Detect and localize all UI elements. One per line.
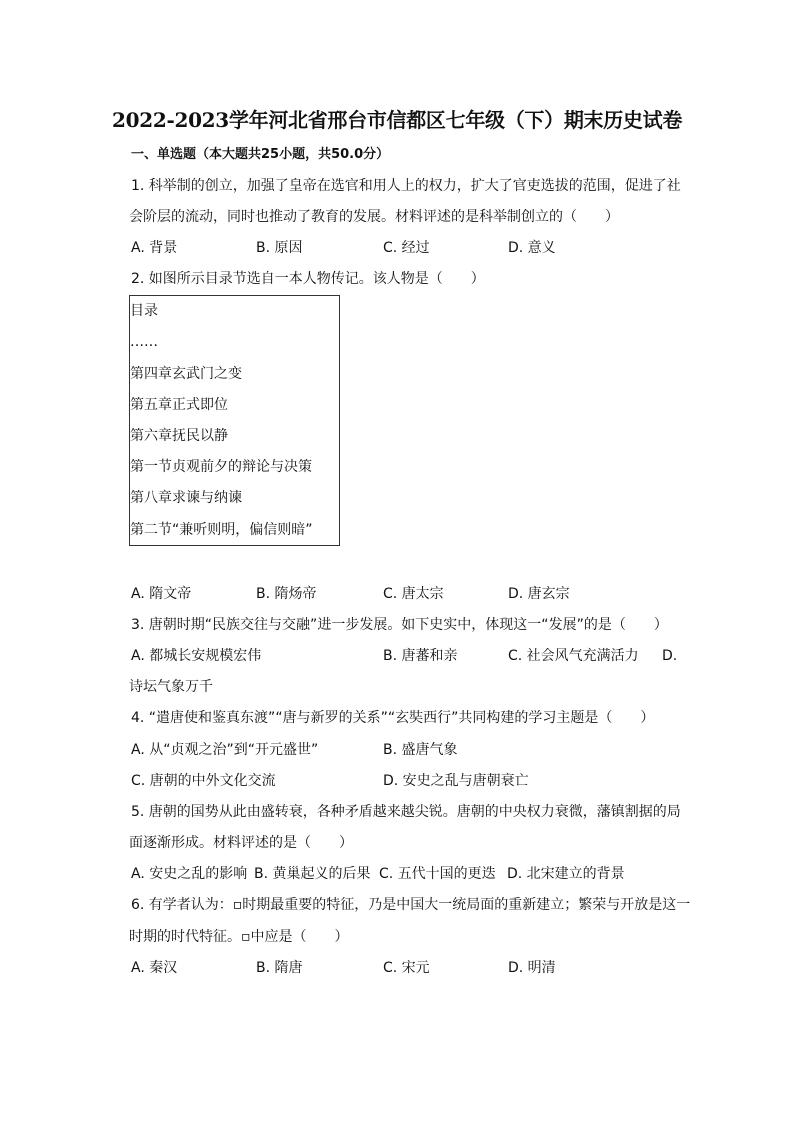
option-a: A. 都城长安规模宏伟	[131, 648, 262, 664]
option-b: B. 唐蕃和亲	[383, 648, 458, 664]
option-b: B. 原因	[256, 240, 303, 256]
question-5-text: 5. 唐朝的国势从此由盛转衰，各种矛盾越来越尖锐。唐朝的中央权力衰微，藩镇割据的局	[131, 804, 681, 820]
option-b: B. 黄巢起义的后果	[254, 866, 371, 882]
option-c: C. 五代十国的更迭	[379, 866, 496, 882]
option-c: C. 经过	[383, 240, 430, 256]
option-d: D. 唐玄宗	[508, 586, 570, 602]
option-b: B. 盛唐气象	[383, 742, 458, 758]
option-c: C. 社会风气充满活力	[508, 648, 639, 664]
exam-title: 2022-2023学年河北省邢台市信都区七年级（下）期末历史试卷	[111, 108, 683, 132]
question-1-text: 1. 科举制的创立，加强了皇帝在选官和用人上的权力，扩大了官吏选拔的范围，促进了社	[131, 178, 681, 194]
question-2-text: 2. 如图所示目录节选自一本人物传记。该人物是（ ）	[131, 271, 485, 287]
option-c: C. 唐朝的中外文化交流	[131, 773, 276, 789]
option-a: A. 秦汉	[131, 960, 178, 976]
option-d: D. 意义	[508, 240, 556, 256]
option-b: B. 隋炀帝	[256, 586, 317, 602]
option-d: D. 北宋建立的背景	[507, 866, 625, 882]
option-d: D. 安史之乱与唐朝衰亡	[383, 773, 529, 789]
section-heading: 一、单选题（本大题共25小题，共50.0分）	[131, 147, 390, 162]
option-a: A. 隋文帝	[131, 586, 192, 602]
question-6-text: 6. 有学者认为：▫时期最重要的特征，乃是中国大一统局面的重新建立；繁荣与开放是这一	[131, 897, 691, 913]
question-5-text: 面逐渐形成。材料评述的是（ ）	[129, 835, 353, 851]
option-a: A. 背景	[131, 240, 178, 256]
option-a: A. 安史之乱的影响	[131, 866, 248, 882]
toc-item: 第一节贞观前夕的辩论与决策	[130, 459, 312, 475]
toc-item: 目录	[130, 303, 158, 319]
option-c: C. 唐太宗	[383, 586, 444, 602]
option-b: B. 隋唐	[256, 960, 303, 976]
toc-item: 第六章抚民以静	[130, 428, 228, 444]
toc-item: ……	[130, 334, 158, 350]
question-3-text: 3. 唐朝时期“民族交往与交融”进一步发展。如下史实中，体现这一“发展”的是（ ）	[131, 617, 668, 633]
option-d-text: 诗坛气象万千	[129, 679, 213, 695]
option-d: D.	[662, 648, 678, 664]
option-d: D. 明清	[508, 960, 556, 976]
option-a: A. 从“贞观之治”到“开元盛世”	[131, 742, 319, 758]
toc-item: 第五章正式即位	[130, 397, 228, 413]
question-4-text: 4. “遣唐使和鉴真东渡”“唐与新罗的关系”“玄奘西行”共同构建的学习主题是（ ）	[131, 710, 655, 726]
question-6-text: 时期的时代特征。▫中应是（ ）	[129, 929, 349, 945]
toc-item: 第四章玄武门之变	[130, 366, 242, 382]
option-c: C. 宋元	[383, 960, 430, 976]
question-1-text: 会阶层的流动，同时也推动了教育的发展。材料评述的是科举制创立的（ ）	[129, 209, 619, 225]
toc-item: 第二节“兼听则明，偏信则暗”	[130, 522, 313, 538]
toc-item: 第八章求谏与纳谏	[130, 490, 242, 506]
table-of-contents-box	[129, 295, 340, 546]
